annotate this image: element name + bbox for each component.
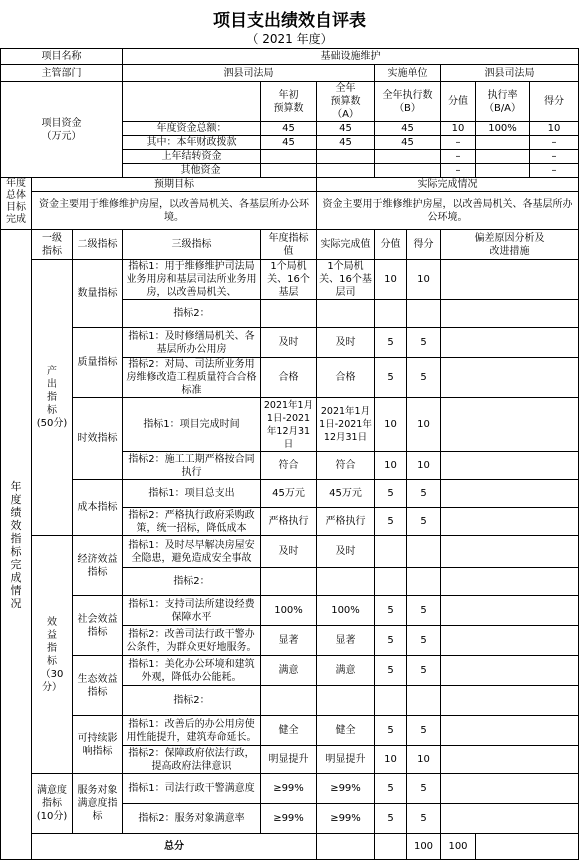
indicator-got: 5	[407, 328, 441, 358]
perf-got-header: 得分	[407, 230, 441, 260]
funds-exec-header: 全年执行数（B）	[375, 82, 441, 122]
indicator-score: 5	[375, 804, 407, 834]
indicator-text: 指标2：	[123, 300, 261, 328]
goals-expected-text: 资金主要用于维修维护房屋，以改善局机关、各基层所办公环境。	[32, 192, 317, 230]
indicator-score: 10	[375, 452, 407, 480]
goals-actual-label: 实际完成情况	[317, 178, 579, 192]
indicator-score: 5	[375, 480, 407, 508]
indicator-text: 指标2：严格执行政府采购政策，统一招标，降低成本	[123, 508, 261, 536]
indicator-score: 5	[375, 508, 407, 536]
funds-row-annual	[317, 164, 375, 178]
indicator-text: 指标1：项目完成时间	[123, 398, 261, 452]
perf-l3-header: 三级指标	[123, 230, 261, 260]
indicator-got: 5	[407, 804, 441, 834]
indicator-row	[1, 536, 579, 568]
group-social: 社会效益 指标	[73, 596, 123, 656]
indicator-target: 严格执行	[261, 508, 317, 536]
indicator-actual: 符合	[317, 452, 375, 480]
indicator-text: 指标2：改善司法行政干警办公条件，为群众更好地服务。	[123, 626, 261, 656]
group-timeliness: 时效指标	[73, 398, 123, 480]
indicator-text: 指标2：	[123, 686, 261, 716]
group-ecological: 生态效益 指标	[73, 656, 123, 716]
form-year: （ 2021 年度）	[246, 32, 333, 46]
indicator-target: 100%	[261, 596, 317, 626]
indicator-target: ≥99%	[261, 804, 317, 834]
goals-header-row	[1, 178, 579, 192]
indicator-row	[1, 716, 579, 746]
funds-row-annual: 45	[317, 122, 375, 136]
funds-rate-header: 执行率 （B/A）	[476, 82, 530, 122]
indicator-score: 5	[375, 328, 407, 358]
indicator-score: 5	[375, 596, 407, 626]
indicator-target: 健全	[261, 716, 317, 746]
funds-score-header: 分值	[441, 82, 476, 122]
funds-row-init: 45	[261, 122, 317, 136]
perf-actual-header: 实际完成值	[317, 230, 375, 260]
perf-side-label: 年 度 绩 效 指 标 完 成 情 况	[1, 230, 32, 860]
indicator-target: 45万元	[261, 480, 317, 508]
project-name-row	[1, 49, 579, 65]
funds-row-init	[261, 164, 317, 178]
indicator-text: 指标2：施工工期严格按合同执行	[123, 452, 261, 480]
perf-reason-header: 偏差原因分析及 改进措施	[441, 230, 579, 260]
indicator-text: 指标1：及时尽早解决房屋安全隐患，避免造成安全事故	[123, 536, 261, 568]
indicator-score: 5	[375, 774, 407, 804]
project-name-label: 项目名称	[1, 49, 123, 65]
perf-l1-header: 一级 指标	[32, 230, 73, 260]
funds-row-got: –	[530, 136, 579, 150]
indicator-target: 及时	[261, 328, 317, 358]
indicator-row	[1, 260, 579, 300]
indicator-got: 5	[407, 774, 441, 804]
indicator-row	[1, 328, 579, 358]
funds-row-annual	[317, 150, 375, 164]
total-label: 总分	[32, 834, 317, 860]
indicator-actual: 及时	[317, 536, 375, 568]
form-title: 项目支出绩效自评表	[213, 11, 366, 31]
funds-row-exec: 45	[375, 136, 441, 150]
indicator-target	[261, 300, 317, 328]
evaluation-table	[0, 48, 579, 860]
indicator-actual: 1个局机关、16个基层司	[317, 260, 375, 300]
indicator-text: 指标2：服务对象满意率	[123, 804, 261, 834]
indicator-target: 2021年1月1日-2021年12月31日	[261, 398, 317, 452]
indicator-row	[1, 480, 579, 508]
indicator-actual: 45万元	[317, 480, 375, 508]
total-got: 100	[441, 834, 476, 860]
funds-row-annual: 45	[317, 136, 375, 150]
funds-row-rate	[476, 150, 530, 164]
unit-label: 实施单位	[375, 65, 441, 82]
funds-annual-header: 全年 预算数 （A）	[317, 82, 375, 122]
indicator-target: 合格	[261, 358, 317, 398]
funds-init-header: 年初 预算数	[261, 82, 317, 122]
output-label: 产 出 指 标 (50分)	[32, 260, 73, 536]
indicator-actual	[317, 568, 375, 596]
indicator-actual: 健全	[317, 716, 375, 746]
indicator-target: 满意	[261, 656, 317, 686]
indicator-target: 明显提升	[261, 746, 317, 774]
indicator-actual: 显著	[317, 626, 375, 656]
funds-row-rate	[476, 164, 530, 178]
funds-row-rate: 100%	[476, 122, 530, 136]
funds-row-score: –	[441, 164, 476, 178]
indicator-score: 10	[375, 746, 407, 774]
goals-expected-label: 预期目标	[32, 178, 317, 192]
indicator-text: 指标1：项目总支出	[123, 480, 261, 508]
indicator-score: 10	[375, 398, 407, 452]
indicator-actual: 合格	[317, 358, 375, 398]
indicator-got: 5	[407, 626, 441, 656]
indicator-text: 指标2：对局、司法所业务用房维修改造工程质量符合合格标准	[123, 358, 261, 398]
funds-row-name: 其中：本年财政拨款	[123, 136, 261, 150]
group-service: 服务对象 满意度指 标	[73, 774, 123, 834]
indicator-actual	[317, 686, 375, 716]
indicator-actual: 明显提升	[317, 746, 375, 774]
funds-row-score: –	[441, 150, 476, 164]
group-quality: 质量指标	[73, 328, 123, 398]
indicator-text: 指标2：	[123, 568, 261, 596]
dept-value: 泗县司法局	[123, 65, 375, 82]
funds-row-init: 45	[261, 136, 317, 150]
indicator-score: 5	[375, 656, 407, 686]
indicator-target: 及时	[261, 536, 317, 568]
indicator-score	[375, 568, 407, 596]
goals-actual-text: 资金主要用于维修维护房屋，以改善局机关、各基层所办公环境。	[317, 192, 579, 230]
funds-row-score: 10	[441, 122, 476, 136]
indicator-text: 指标1：及时修缮局机关、各基层所办公用房	[123, 328, 261, 358]
indicator-row	[1, 398, 579, 452]
perf-target-header: 年度指标 值	[261, 230, 317, 260]
indicator-actual: ≥99%	[317, 774, 375, 804]
dept-row	[1, 65, 579, 82]
indicator-row	[1, 596, 579, 626]
indicator-actual: ≥99%	[317, 804, 375, 834]
indicator-got: 5	[407, 480, 441, 508]
indicator-row	[1, 774, 579, 804]
funds-row-got: –	[530, 164, 579, 178]
indicator-score: 10	[375, 260, 407, 300]
funds-row-exec: 45	[375, 122, 441, 136]
goals-label: 年度 总体 目标 完成	[1, 178, 32, 230]
indicator-score: 5	[375, 626, 407, 656]
indicator-actual: 及时	[317, 328, 375, 358]
indicator-actual: 满意	[317, 656, 375, 686]
indicator-got	[407, 536, 441, 568]
indicator-target: 符合	[261, 452, 317, 480]
group-quantity: 数量指标	[73, 260, 123, 328]
indicator-target	[261, 568, 317, 596]
perf-score-header: 分值	[375, 230, 407, 260]
indicator-target: ≥99%	[261, 774, 317, 804]
indicator-actual: 2021年1月1日-2021年12月31日	[317, 398, 375, 452]
funds-row-name: 年度资金总额：	[123, 122, 261, 136]
dept-label: 主管部门	[1, 65, 123, 82]
funds-row-exec	[375, 150, 441, 164]
indicator-got	[407, 568, 441, 596]
indicator-text: 指标1：用于维修维护司法局业务用房和基层司法所业务用房，以改善局机关、	[123, 260, 261, 300]
perf-l2-header: 二级指标	[73, 230, 123, 260]
funds-row-exec	[375, 164, 441, 178]
funds-row-score: –	[441, 136, 476, 150]
indicator-got: 5	[407, 508, 441, 536]
indicator-got: 10	[407, 746, 441, 774]
funds-row-name: 其他资金	[123, 164, 261, 178]
indicator-score	[375, 300, 407, 328]
indicator-got	[407, 300, 441, 328]
funds-got-header: 得分	[530, 82, 579, 122]
indicator-score: 5	[375, 716, 407, 746]
indicator-score: 5	[375, 358, 407, 398]
funds-row-got: 10	[530, 122, 579, 136]
indicator-target: 显著	[261, 626, 317, 656]
indicator-text: 指标1：改善后的办公用房使用性能提升，建筑寿命延长。	[123, 716, 261, 746]
project-name-value: 基础设施维护	[123, 49, 579, 65]
indicator-got: 5	[407, 656, 441, 686]
group-economic: 经济效益 指标	[73, 536, 123, 596]
perf-header-row	[1, 230, 579, 260]
funds-row-name: 上年结转资金	[123, 150, 261, 164]
indicator-text: 指标1：司法行政干警满意度	[123, 774, 261, 804]
indicator-target: 1个局机关、16个基层	[261, 260, 317, 300]
benefit-label: 效 益 指 标 （30分）	[32, 536, 73, 774]
indicator-target	[261, 686, 317, 716]
total-score: 100	[407, 834, 441, 860]
funds-row-init	[261, 150, 317, 164]
indicator-text: 指标1：美化办公环境和建筑外观，降低办公能耗。	[123, 656, 261, 686]
indicator-row	[1, 656, 579, 686]
unit-value: 泗县司法局	[441, 65, 579, 82]
indicator-text: 指标1：支持司法所建设经费保障水平	[123, 596, 261, 626]
indicator-got: 5	[407, 358, 441, 398]
funds-header-row	[1, 82, 579, 122]
indicator-score	[375, 536, 407, 568]
indicator-actual	[317, 300, 375, 328]
indicator-got: 10	[407, 398, 441, 452]
satisfaction-label: 满意度 指标 (10分)	[32, 774, 73, 834]
indicator-text: 指标2：保障政府依法行政，提高政府法律意识	[123, 746, 261, 774]
indicator-score	[375, 686, 407, 716]
goals-content-row	[1, 192, 579, 230]
indicator-actual: 严格执行	[317, 508, 375, 536]
funds-row-rate	[476, 136, 530, 150]
indicator-got: 5	[407, 596, 441, 626]
group-cost: 成本指标	[73, 480, 123, 536]
indicator-got: 10	[407, 260, 441, 300]
indicator-got: 10	[407, 452, 441, 480]
group-sustainable: 可持续影 响指标	[73, 716, 123, 774]
indicator-got	[407, 686, 441, 716]
indicator-got: 5	[407, 716, 441, 746]
indicator-actual: 100%	[317, 596, 375, 626]
funds-row-got: –	[530, 150, 579, 164]
funds-label: 项目资金 （万元）	[1, 82, 123, 178]
